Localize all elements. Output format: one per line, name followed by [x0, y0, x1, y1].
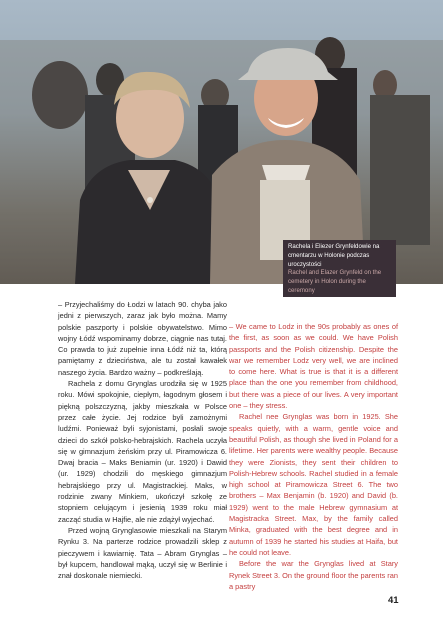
- polish-paragraph-1: – Przyjechaliśmy do Łodzi w latach 90. chyba jako jedni z pierwszych, zaraz jak było można. Mamy polskie paszporty i polskie obywatelstwo. Mimo wojny Łódź wspominamy dobrze, ciągnie nas tutaj. Co prawda to już zupełnie inna Łódź niż ta, którą pamiętamy z dzieciństwa, ale tu został kawałek naszego życia. Bardzo ważny – podkreślają.: [58, 300, 227, 377]
- caption-polish: Rachela i Eliezer Grynfeldowie na cmentarzu w Holonie podczas uroczystości: [288, 243, 380, 268]
- photo-caption: [283, 240, 396, 297]
- polish-paragraph-2: Rachela z domu Grynglas urodziła się w 1925 roku. Mówi spokojnie, ciepłym, łagodnym głosem i piękną polszczyzną, jakby mieszkała w Polsce przez całe życie. Jej rodzice byli zamożnymi ludźmi. Ponieważ byli syjonistami, posłali swoje dzieci do szkół polsko-hebrajskich. Rachela uczyła się w gimnazjum żeńskim przy ul. Piramowicza 6. Dwaj bracia – Maks Beniamin (ur. 1920) i Dawid (ur. 1929) chodzili do męskiego gimnazjum hebrajskiego przy ul. Magistrackiej. Maks, w rodzinie zwany Minkiem, ukończył szkołę ze stopniem celującym i jesienią 1939 roku miał zacząć studia w Hajfie, ale nie zdążył wyjechać.: [58, 379, 227, 524]
- polish-text-column: [58, 299, 227, 581]
- english-paragraph-2: Rachel nee Grynglas was born in 1925. She speaks quietly, with a warm, gentle voice and beautiful Polish, as though she lived in Poland for a lifetime. Her parents were wealthy people. Because they were Zionists, they sent their children to Polish-Hebrew schools. Rachel studied in a female high school at Piramowicza Street 6. The two brothers – Max Benjamin (b. 1920) and David (b. 1929) went to the male Hebrew gymnasium at Magistracka Street. Max, by the family called Minka, graduated with the best degree and in autumn of 1939 he started his studies at Haifa, but he could not leave.: [229, 412, 398, 557]
- english-paragraph-1: – We came to Lodz in the 90s probably as ones of the first, as soon as we could. We have Polish passports and the Polish citizenship. Despite the war we remember Lodz very well, we are inclined to come here. What is true is that it is a different place than the one you remember from childhood, but there was a piece of our lives. A very important one – they stress.: [229, 322, 398, 411]
- caption-english: Rachel and Elazer Grynfeld on the cemetery in Holon during the ceremony: [288, 269, 382, 294]
- english-paragraph-3: Before the war the Grynglas lived at Stary Rynek Street 3. On the ground floor the parents ran a pastry: [229, 559, 398, 591]
- polish-paragraph-3: Przed wojną Grynglasowie mieszkali na Starym Rynku 3. Na parterze rodzice prowadzili sklep z pieczywem i kawiarnię. Tata – Abram Grynglas – był kupcem, handlował mąką, uczył się w Berlinie i znał doskonale niemiecki.: [58, 525, 227, 581]
- page-number: 41: [388, 595, 399, 606]
- english-text-column: [229, 321, 398, 592]
